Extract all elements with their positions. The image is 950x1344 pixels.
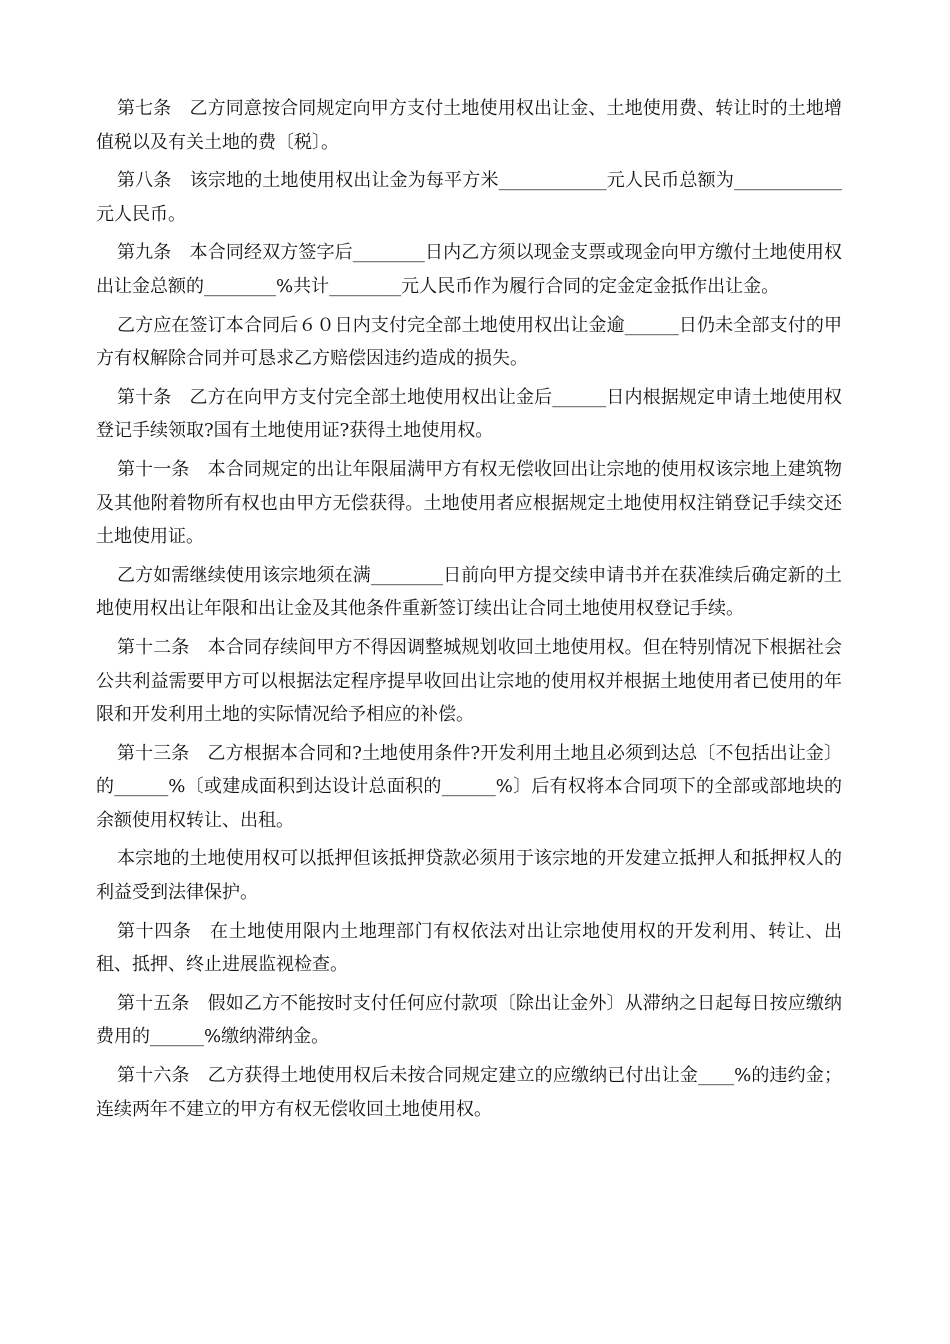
- clause-13: 第十三条 乙方根据本合同和?土地使用条件?开发利用土地且必须到达总〔不包括出让金〕的______%〔或建成面积到达设计总面积的______%〕后有权将本合同项下的全部或部地块的余额使用权转让、出租。: [96, 742, 842, 831]
- clause-16: 第十六条 乙方获得土地使用权后未按合同规定建立的应缴纳已付出让金____%的违约金；连续两年不建立的甲方有权无偿收回土地使用权。: [96, 1065, 842, 1120]
- clause-7: 第七条 乙方同意按合同规定向甲方支付土地使用权出让金、土地使用费、转让时的土地增值税以及有关土地的费〔税〕。: [96, 98, 842, 153]
- clause-8: 第八条 该宗地的土地使用权出让金为每平方米____________元人民币总额为____________元人民币。: [96, 170, 842, 225]
- clause-13-mortgage: 本宗地的土地使用权可以抵押但该抵押贷款必须用于该宗地的开发建立抵押人和抵押权人的利益受到法律保护。: [96, 848, 842, 904]
- clause-15: 第十五条 假如乙方不能按时支付任何应付款项〔除出让金外〕从滞纳之日起每日按应缴纳费用的______%缴纳滞纳金。: [96, 992, 842, 1048]
- clause-9-payment-deadline: 乙方应在签订本合同后６０日内支付完全部土地使用权出让金逾______日仍未全部支付的甲方有权解除合同并可恳求乙方赔偿因违约造成的损失。: [96, 314, 842, 370]
- clause-9: 第九条 本合同经双方签字后________日内乙方须以现金支票或现金向甲方缴付土地使用权出让金总额的________%共计________元人民币作为履行合同的定金定金抵作出让金。: [96, 242, 842, 297]
- clause-11: 第十一条 本合同规定的出让年限届满甲方有权无偿收回出让宗地的使用权该宗地上建筑物及其他附着物所有权也由甲方无偿获得。土地使用者应根据规定土地使用权注销登记手续交还土地使用证。: [96, 458, 842, 548]
- clause-12: 第十二条 本合同存续间甲方不得因调整城规划收回土地使用权。但在特别情况下根据社会公共利益需要甲方可以根据法定程序提早收回出让宗地的使用权并根据土地使用者已使用的年限和开发利用土地的实际情况给予相应的补偿。: [96, 636, 842, 726]
- document-page: [96, 92, 842, 1131]
- clause-10: 第十条 乙方在向甲方支付完全部土地使用权出让金后______日内根据规定申请土地使用权登记手续领取?国有土地使用证?获得土地使用权。: [96, 386, 842, 442]
- clause-11-renewal: 乙方如需继续使用该宗地须在满________日前向甲方提交续申请书并在获准续后确定新的土地使用权出让年限和出让金及其他条件重新签订续出让合同土地使用权登记手续。: [96, 564, 842, 620]
- clause-14: 第十四条 在土地使用限内土地理部门有权依法对出让宗地使用权的开发利用、转让、出租、抵押、终止进展监视检查。: [96, 920, 842, 976]
